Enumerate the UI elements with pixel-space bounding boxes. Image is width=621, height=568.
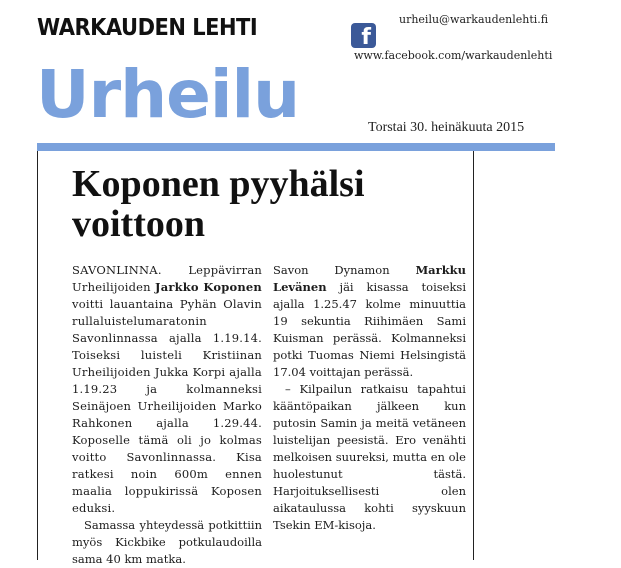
section-title: Urheilu [36,56,300,133]
facebook-icon[interactable]: f [351,23,376,48]
publication-date: Torstai 30. heinäkuuta 2015 [368,120,525,135]
facebook-link[interactable]: www.facebook.com/warkaudenlehti [354,49,553,62]
paragraph: Samassa yhteydessä potkittiin myös Kickbike potkulaudoilla sama 40 km matka. [72,518,262,566]
body-text: jäi kisassa toiseksi ajalla 1.25.47 kolme minuuttia 19 sekuntia Riihimäen Sami Kuisman perässä. Kolmanneksi potki Tuomas Niemi Helsingistä 17.04 voittajan perässä. [273,280,466,379]
athlete-name: Markku Levänen [273,263,466,294]
article-headline: Koponen pyyhälsi voittoon [72,163,365,245]
paragraph: – Kilpailun ratkaisu tapahtui kääntöpaikan jälkeen kun putosin Samin ja meitä vetäneen luistelijan peesistä. Ero venähti melkoisen suureksi, mutta en ole huolestunut tästä. Harjoituksellisesti olen aikataulussa kohti syyskuun Tsekin EM-kisoja. [273,382,466,532]
athlete-name: Jarkko Koponen [155,280,262,294]
article-column-1 [72,262,262,568]
body-text: voitti lauantaina Pyhän Olavin rullaluistelumaratonin Savonlinnassa ajalla 1.19.14. Toiseksi luisteli Kristiinan Urheilijoiden Jukka Korpi ajalla 1.19.23 ja kolmanneksi Seinäjoen Urheilijoiden Marko Rahkonen ajalla 1.29.44. Koposelle tämä oli jo kolmas voitto Savonlinnassa. Kisa ratkesi noin 600m ennen maalia loppukirissä Koposen eduksi. [72,297,262,515]
body-text: Savon Dynamon [273,263,416,277]
paragraph [72,262,262,517]
left-border [37,151,38,560]
section-rule [37,143,555,151]
article-column-2 [273,262,466,534]
right-border [473,151,474,560]
lead-text: SAVONLINNA. Leppävirran Urheilijoiden [72,263,262,294]
paragraph [273,262,466,381]
contact-email[interactable]: urheilu@warkaudenlehti.fi [399,13,549,26]
masthead: WARKAUDEN LEHTI [37,14,258,41]
